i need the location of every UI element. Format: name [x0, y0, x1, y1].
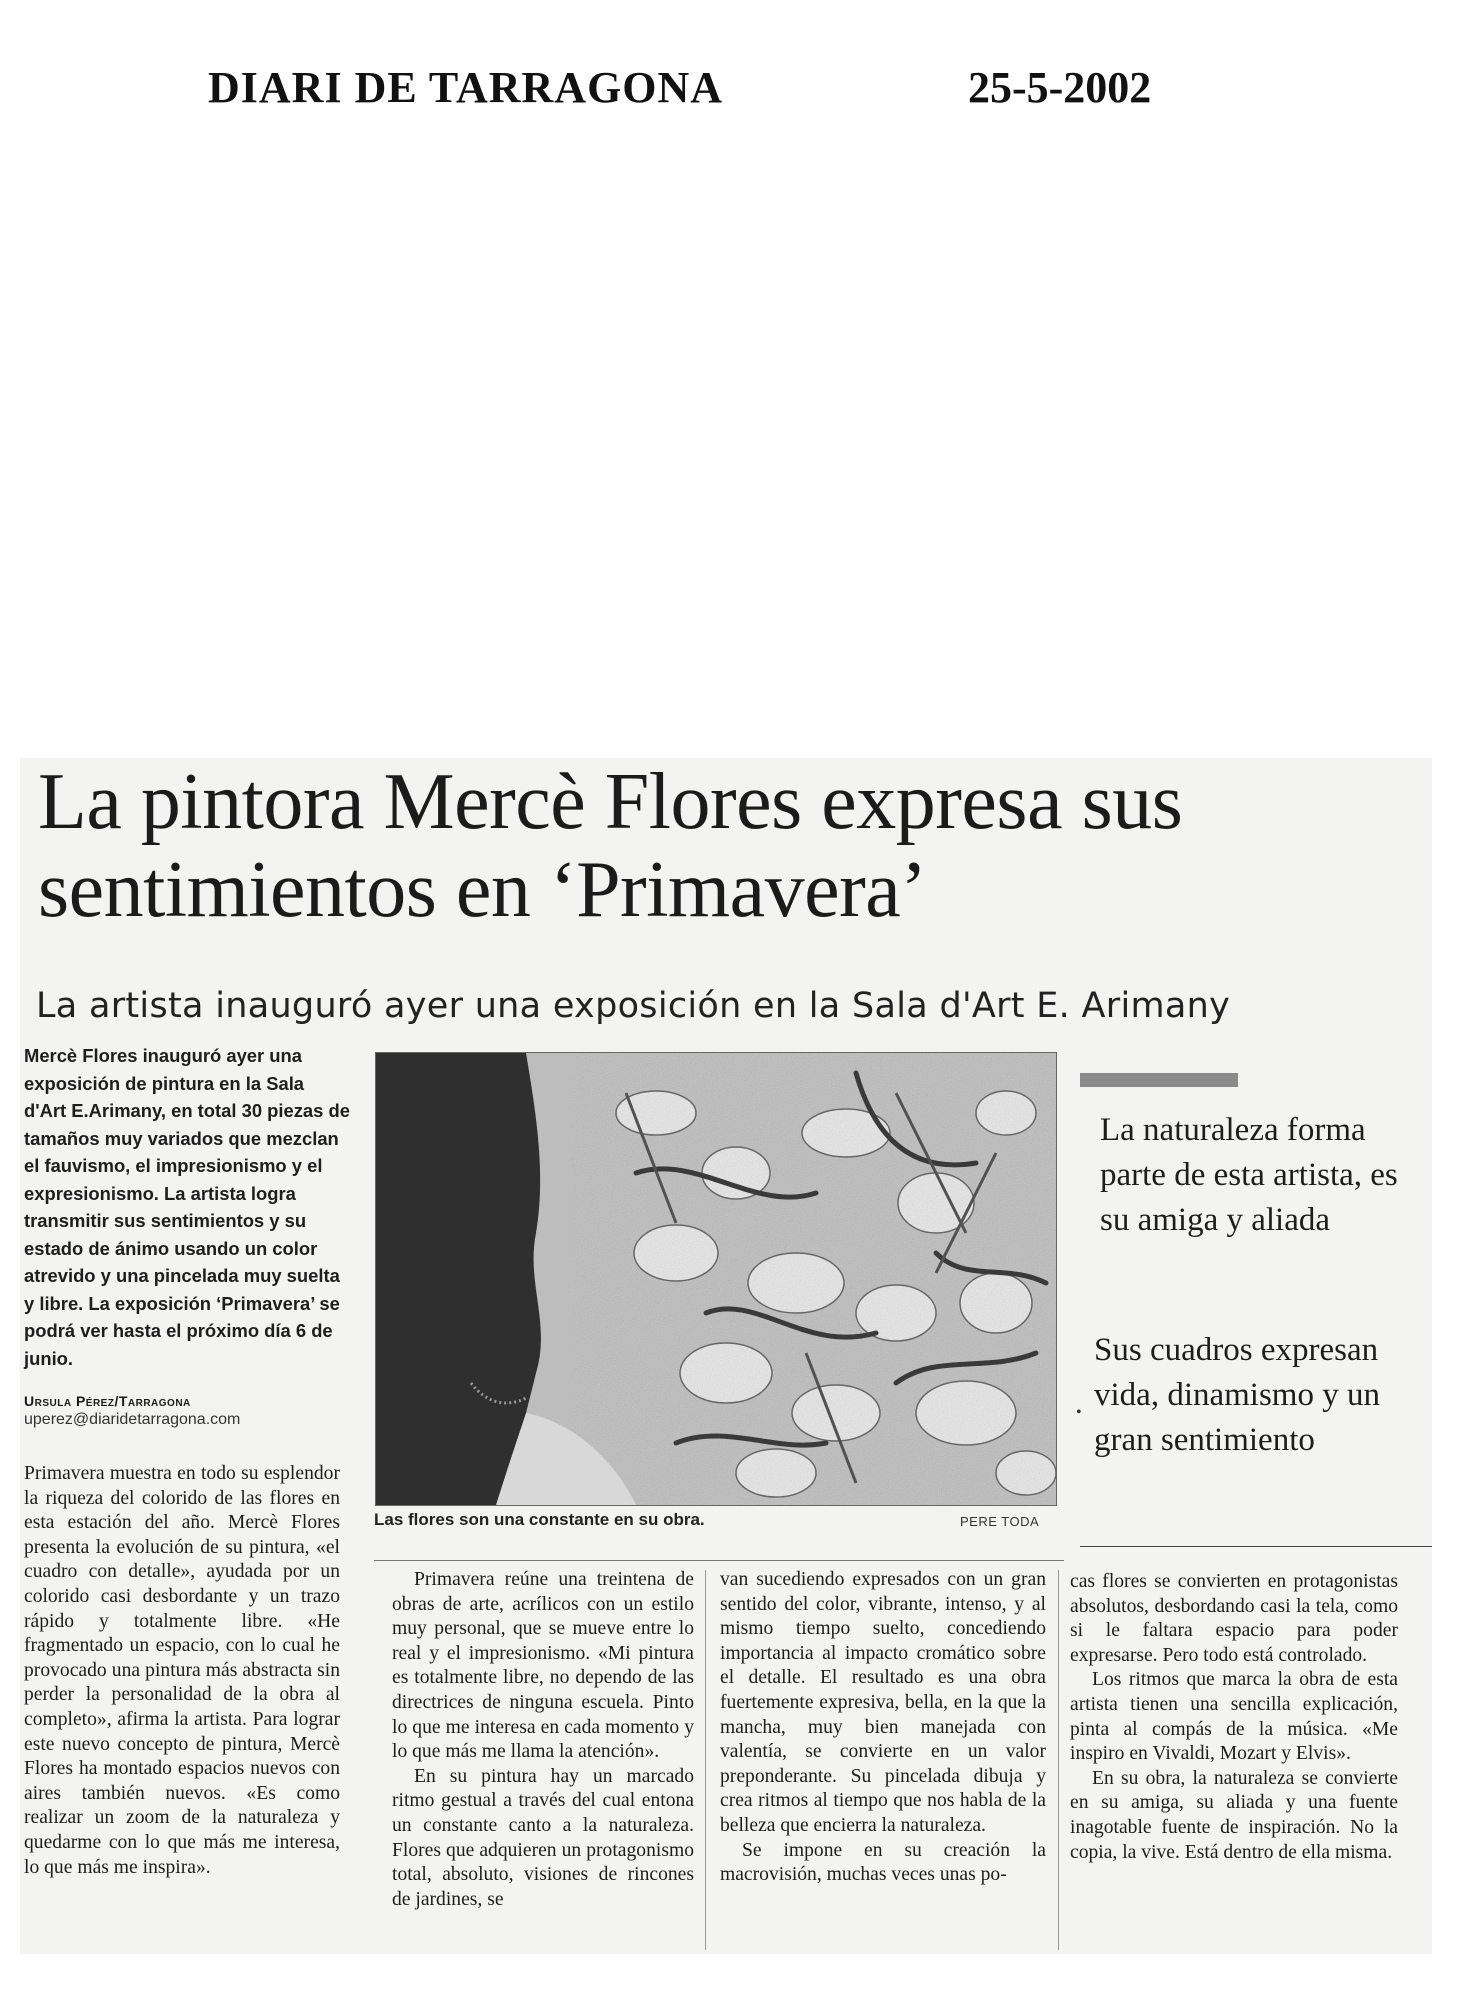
body-paragraph: En su obra, la naturaleza se convierte en su amiga, su aliada y una fuente inagotable fuente de inspiración. No la copia, la vive. Está dentro de ella misma.	[1070, 1767, 1398, 1863]
article-subheadline: La artista inauguró ayer una exposición en la Sala d'Art E. Arimany	[36, 986, 1231, 1026]
body-paragraph: Se impone en su creación la macrovisión, muchas veces unas po-	[720, 1839, 1046, 1886]
article-headline: La pintora Mercè Flores expresa sus sentimientos en ‘Primavera’	[38, 758, 1183, 934]
byline-email: uperez@diaridetarragona.com	[24, 1411, 241, 1428]
masthead-title: DIARI DE TARRAGONA	[208, 63, 724, 112]
body-paragraph: Primavera muestra en todo su esplendor la riqueza del colorido de las flores en esta estación del año. Mercè Flores presenta la evolución de su pintura, «el cuadro con detalle», ayudada por un colorido casi desbordante y un trazo rápido y totalmente libre. «He fragmentado un espacio, con lo cual he provocado una pintura más abstracta sin perder la personalidad de la obra al completo», afirma la artista. Para lograr este nuevo concepto de pintura, Mercè Flores ha montado espacios nuevos con aires también nuevos. «Es como realizar un zoom de la naturaleza y quedarme con lo que más me interesa, lo que más me inspira».	[24, 1463, 340, 1878]
body-paragraph: van sucediendo expresados con un gran sentido del color, vibrante, intenso, y al mismo tiempo suelto, concediendo importancia al impacto cromático sobre el detalle. El resultado es una obra fuertemente expresiva, bella, en la que la mancha, muy bien manejada con valentía, se convierte en un valor preponderante. Su pincelada dibuja y crea ritmos al tiempo que nos habla de la belleza que encierra la naturaleza.	[720, 1569, 1046, 1836]
body-column-2	[392, 1568, 694, 1912]
article-lead: Mercè Flores inauguró ayer una exposición de pintura en la Sala d'Art E.Arimany, en total 30 piezas de tamaños muy variados que mezclan el fauvismo, el impresionismo y el expresionismo. La artista logra transmitir sus sentimientos y su estado de ánimo usando un color atrevido y una pincelada muy suelta y libre. La exposición ‘Primavera’ se podrá ver hasta el próximo día 6 de junio.	[24, 1045, 350, 1369]
publication-date: 25-5-2002	[968, 63, 1152, 112]
article-photo	[375, 1052, 1057, 1506]
photo-caption: Las flores son una constante en su obra.	[374, 1510, 705, 1529]
pullquote-2: Sus cuadros expresan vida, dinamismo y un gran sentimiento	[1094, 1332, 1380, 1458]
byline-author: Ursula Pérez/Tarragona	[24, 1393, 191, 1409]
pullquote-bar	[1080, 1073, 1238, 1087]
pullquote-1: La naturaleza forma parte de esta artista, es su amiga y aliada	[1100, 1112, 1398, 1238]
column-top-rule	[374, 1560, 1064, 1561]
body-paragraph: cas flores se convierten en protagonistas absolutos, desbordando casi la tela, como si le faltara espacio para poder expresarse. Pero todo está controlado.	[1070, 1571, 1398, 1666]
column-rule	[705, 1570, 706, 1950]
flower-painting-image	[376, 1053, 1056, 1505]
photo-credit: PERE TODA	[960, 1514, 1040, 1529]
body-column-1	[24, 1462, 340, 1880]
body-paragraph: En su pintura hay un marcado ritmo gestual a través del cual entona un constante canto a la naturaleza. Flores que adquieren un protagonismo total, absoluto, visiones de rincones de jardines, se	[392, 1765, 694, 1910]
body-column-3	[720, 1568, 1046, 1888]
body-column-4	[1070, 1570, 1398, 1865]
column-rule	[1058, 1570, 1059, 1950]
pullquote-bullet: •	[1076, 1404, 1082, 1421]
body-paragraph: Primavera reúne una treintena de obras de arte, acrílicos con un estilo muy personal, que se mueve entre lo real y el impresionismo. «Mi pintura es totalmente libre, no dependo de las directrices de ninguna escuela. Pinto lo que me interesa en cada momento y lo que más me llama la atención».	[392, 1569, 694, 1763]
body-paragraph: Los ritmos que marca la obra de esta artista tienen una sencilla explicación, pinta al compás de la música. «Me inspiro en Vivaldi, Mozart y Elvis».	[1070, 1669, 1398, 1765]
pullquote-rule	[1080, 1546, 1432, 1547]
